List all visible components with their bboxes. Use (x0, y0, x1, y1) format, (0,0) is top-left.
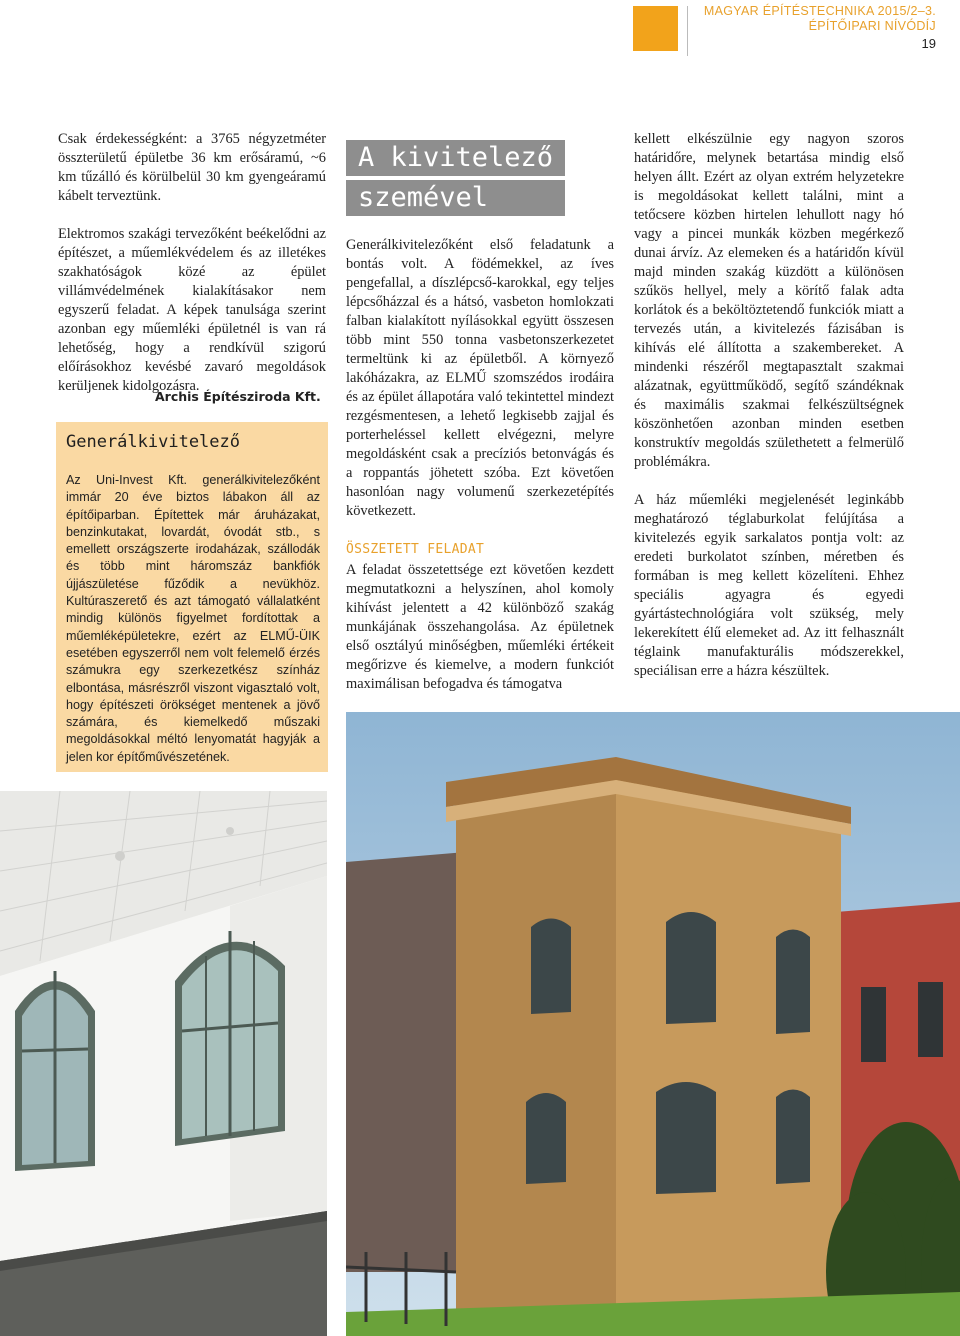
box-text: Az Uni-Invest Kft. generálkivitelezőként immár 20 éve biztos lábakon áll az építőiparban. Építettek már áruházakat, benzinkutakat, lovardát, óvodát stb., s emellett országszerte irodaházak, szállodák és több mint háromszáz bankfiók újjászületése fűződik a nevükhöz. Kultúraszerető és azt támogató vállalatként mindig különös figyelmet fordítottak a műemléképületekre, ezért az ELMŰ-ÜIK esetében egyszerről nem volt felemelő érzés számukra egy szerkezetkész színház elbontása, másrészről viszont vigasztaló volt, hogy építészeti örökséget mentenek a jövő számára, és kiemelkedő műszaki megoldásokkal méltó lenyomatát hagyják a jelen kor építőművészetének. (66, 473, 320, 764)
column-1 (58, 130, 326, 415)
header-divider (687, 6, 688, 56)
section-label: ÉPÍTŐIPARI NÍVÓDÍJ (808, 19, 936, 33)
column-2 (346, 236, 614, 713)
col3-paragraph-1: kellett elkészülnie egy nagyon szoros határidőre, melynek betartása mindig első helyen állt. Ezért az olyan extrém helyzetekre is megoldásokat kellett találni, mint a tetőcsere közben hirtelen lehullott nagy hó vagy a pincei munkák közben megérkező dunai árvíz. Az elemeken és a határidőn kívül majd minden szakág küzdött a különösen szűkös hellyel, mely a körítő falak adta korlátok és a beköltöztetendő funkciók miatt a tervezés után, a kivitelezés fázisában is kihívás elé állította a szakembereket. A mindenki részéről megtapasztalt szakmai alázatnak, együttműködő, segítő szándéknak és maximális szakmai felkészültségnek köszönhetően azonban minden esetben konstruktív megoldás születhetett a felmerülő problémákra. (634, 131, 904, 470)
section-title (346, 140, 565, 216)
section-title-line-1: A kivitelező (346, 140, 565, 176)
col3-paragraph-2: A ház műemléki megjelenését leginkább meghatározó téglaburkolat felújítása a kivitelezés egyik sarkalatos pontja volt: az eredeti burkolatot színben, méretben és formában is meg kellett közelíteni. Ehhez speciális agyagra és egyedi gyártástechnológiára volt szükség, mely lekerekített élű elemeket ad. Az itt felhasznált téglaink manufakturális módszerekkel, speciálisan erre a házra készültek. (634, 492, 904, 679)
subheading: ÖSSZETETT FELADAT (346, 542, 485, 557)
box-title: Generálkivitelező (66, 432, 240, 452)
col2-paragraph-2: A feladat összetettsége ezt követően kezdett megmutatkozni a helyszínen, ahol komoly kihívást jelentett a 42 különböző szakág munkájának összehangolása. Az épületnek első osztályú minőségben, műemléki értékeit megőrizve és kiemelve, a modern funkciót maximálisan befogadva és támogatva (346, 562, 614, 692)
page-number: 19 (921, 36, 936, 51)
author-signature: Archis Építésziroda Kft. (155, 389, 321, 404)
magazine-title: MAGYAR ÉPÍTÉSTECHNIKA 2015/2–3. (703, 4, 936, 18)
interior-photo (0, 791, 327, 1336)
col2-paragraph-1: Generálkivitelezőként első feladatunk a bontás volt. A födémekkel, az íves pengefallal, a díszlépcső-karokkal, egy teljes lépcsőházzal és a hátsó, vasbeton homlokzati falban kialakított nyílásokkal együtt összesen több mint 550 tonna vasbetonszerkezetet termeltünk ki az épületből. A környező lakóházakra, az ELMŰ szomszédos irodáira és az épület állapotára való tekintettel mindezt rezgésmentesen, a lehető legkisebb zajjal és porterheléssel kellett elvégezni, melyre megoldásként csak a precíziós betonvágás és a roppantás jöhetett szóba. Ezt követően hasonlóan nagy volumenű szerkezetépítés következett. (346, 237, 614, 519)
building-photo (346, 712, 960, 1336)
section-title-line-2: szemével (346, 180, 565, 216)
column-3 (634, 130, 904, 700)
col1-paragraph-1: Csak érdekességként: a 3765 négyzetméter összterületű épületbe 36 km erősáramú, ~6 km tűzálló és körülbelül 30 km gyengeáramú kábelt terveztünk. (58, 131, 326, 204)
col1-paragraph-2: Elektromos szakági tervezőként beékelődni az építészet, a műemlékvédelem és az illetékes szakhatóságok közé az épület villámvédelmének kialakításakor nem egyszerű feladat. A képek tanulsága szerint azonban egy műemléki épületnél is van rá lehetőség, hogy a rendkívül szigorú előírásokhoz kevésbé zavaró megoldások kerüljenek kidolgozásra. (58, 226, 326, 394)
contractor-info-box (56, 422, 328, 772)
header-accent-square (633, 6, 678, 51)
